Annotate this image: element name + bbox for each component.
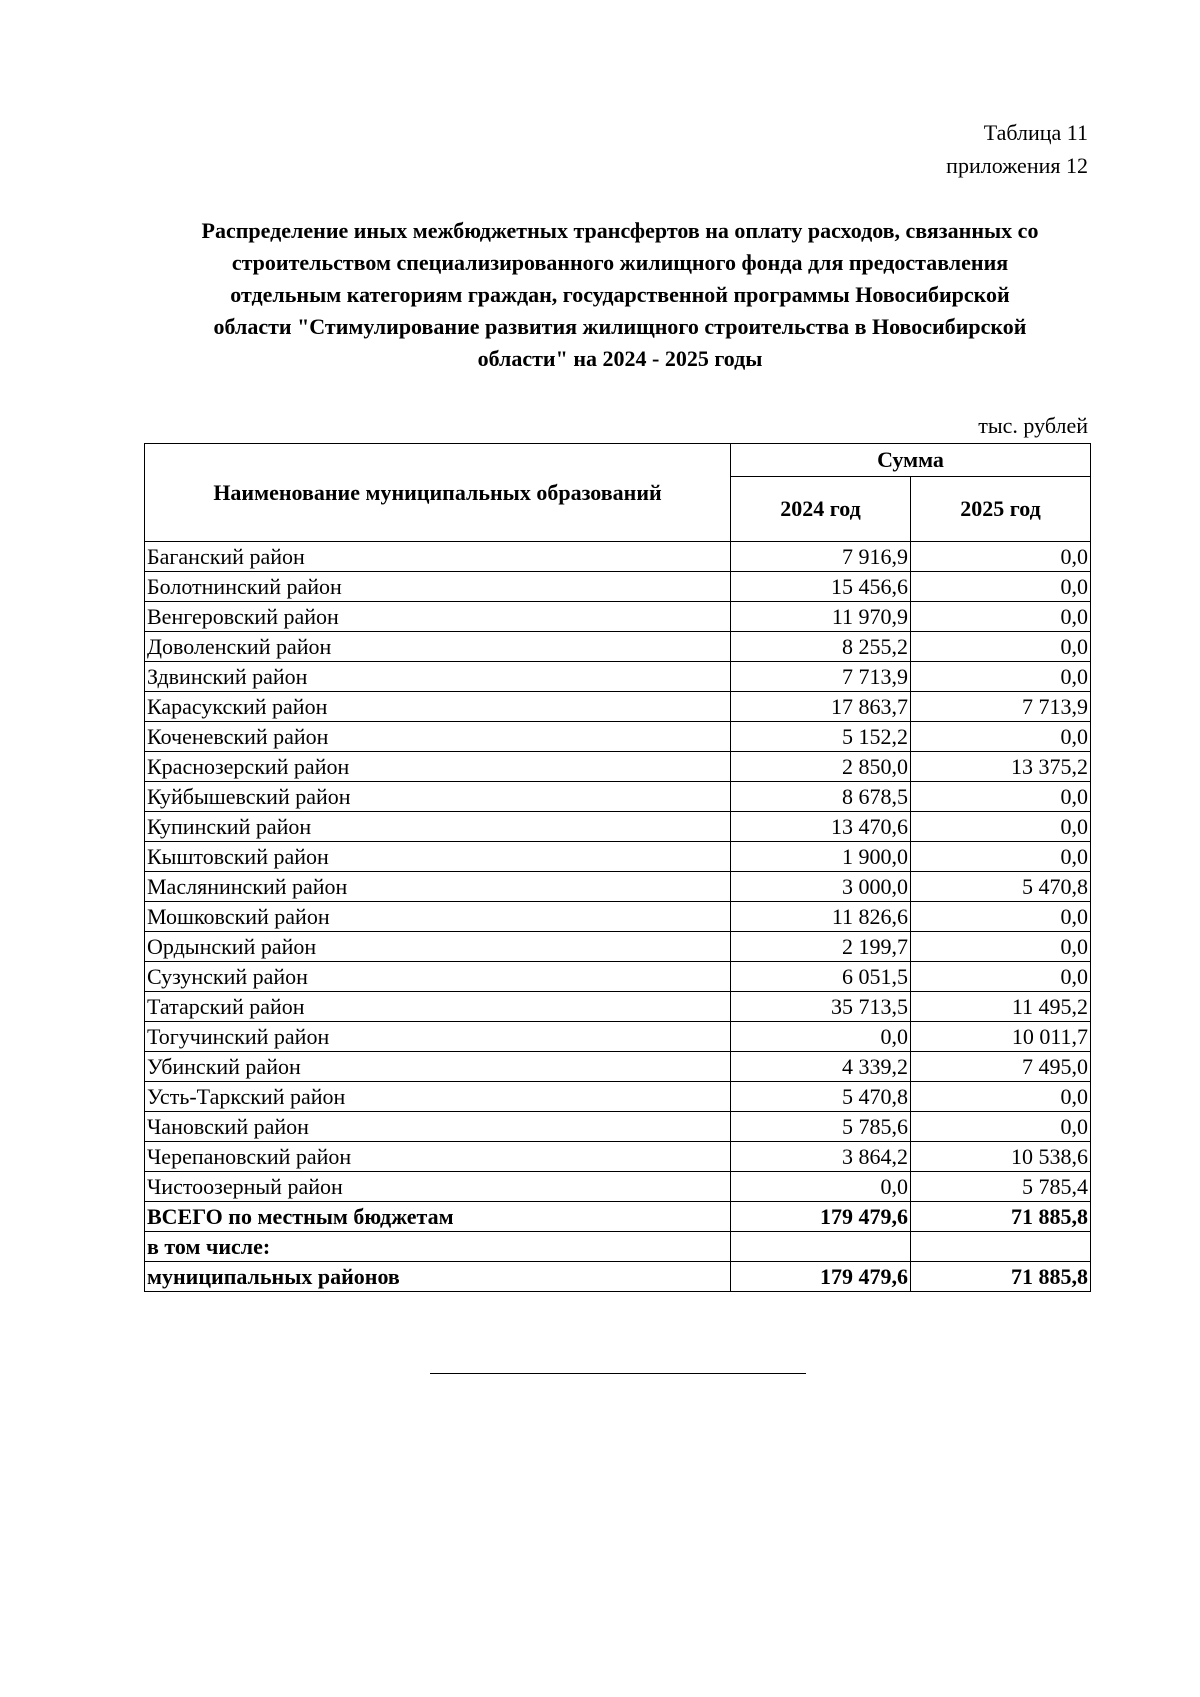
district-name: Кыштовский район [145, 842, 731, 872]
table-row [145, 812, 1091, 842]
table-row [145, 632, 1091, 662]
district-name: Куйбышевский район [145, 782, 731, 812]
municipal-districts-name: муниципальных районов [145, 1262, 731, 1292]
value-2025: 0,0 [911, 662, 1091, 692]
title-line: строительством специализированного жилищного фонда для предоставления [231, 250, 1009, 275]
table-row [145, 692, 1091, 722]
value-2024: 17 863,7 [731, 692, 911, 722]
value-2024: 11 970,9 [731, 602, 911, 632]
value-2024: 4 339,2 [731, 1052, 911, 1082]
value-2025: 0,0 [911, 932, 1091, 962]
total-2025: 71 885,8 [911, 1202, 1091, 1232]
value-2025: 0,0 [911, 782, 1091, 812]
title-line: области" на 2024 - 2025 годы [477, 346, 763, 371]
table-row [145, 602, 1091, 632]
district-name: Татарский район [145, 992, 731, 1022]
table-row [145, 752, 1091, 782]
value-2025: 0,0 [911, 722, 1091, 752]
table-row [145, 962, 1091, 992]
appendix-number-label: приложения 12 [946, 153, 1088, 178]
including-2025 [911, 1232, 1091, 1262]
district-name: Купинский район [145, 812, 731, 842]
units-label: тыс. рублей [978, 413, 1088, 438]
year-2024-column-header: 2024 год [731, 477, 911, 542]
municipal-districts-2024: 179 479,6 [731, 1262, 911, 1292]
including-2024 [731, 1232, 911, 1262]
district-name: Краснозерский район [145, 752, 731, 782]
value-2025: 7 495,0 [911, 1052, 1091, 1082]
value-2024: 7 713,9 [731, 662, 911, 692]
value-2024: 8 678,5 [731, 782, 911, 812]
table-row [145, 542, 1091, 572]
value-2025: 13 375,2 [911, 752, 1091, 782]
value-2025: 0,0 [911, 632, 1091, 662]
value-2025: 10 011,7 [911, 1022, 1091, 1052]
document-title [140, 215, 1100, 375]
table-number-label: Таблица 11 [983, 120, 1088, 145]
value-2024: 15 456,6 [731, 572, 911, 602]
value-2024: 5 785,6 [731, 1112, 911, 1142]
table-row [145, 872, 1091, 902]
district-name: Здвинский район [145, 662, 731, 692]
title-line: отдельным категориям граждан, государственной программы Новосибирской [230, 282, 1010, 307]
table-row [145, 572, 1091, 602]
value-2025: 11 495,2 [911, 992, 1091, 1022]
value-2024: 11 826,6 [731, 902, 911, 932]
title-line: области "Стимулирование развития жилищного строительства в Новосибирской [213, 314, 1027, 339]
table-row [145, 722, 1091, 752]
district-name: Болотнинский район [145, 572, 731, 602]
value-2024: 1 900,0 [731, 842, 911, 872]
value-2024: 0,0 [731, 1172, 911, 1202]
table-row [145, 932, 1091, 962]
value-2025: 5 470,8 [911, 872, 1091, 902]
value-2024: 3 000,0 [731, 872, 911, 902]
value-2025: 0,0 [911, 962, 1091, 992]
municipal-districts-row [145, 1262, 1091, 1292]
district-name: Тогучинский район [145, 1022, 731, 1052]
value-2025: 10 538,6 [911, 1142, 1091, 1172]
district-name: Доволенский район [145, 632, 731, 662]
including-label: в том числе: [145, 1232, 731, 1262]
district-name: Венгеровский район [145, 602, 731, 632]
municipal-districts-2025: 71 885,8 [911, 1262, 1091, 1292]
value-2025: 0,0 [911, 812, 1091, 842]
value-2025: 0,0 [911, 902, 1091, 932]
value-2025: 0,0 [911, 542, 1091, 572]
value-2024: 13 470,6 [731, 812, 911, 842]
table-row [145, 662, 1091, 692]
value-2024: 2 199,7 [731, 932, 911, 962]
table-row [145, 992, 1091, 1022]
district-name: Чановский район [145, 1112, 731, 1142]
value-2024: 8 255,2 [731, 632, 911, 662]
table-row [145, 782, 1091, 812]
total-2024: 179 479,6 [731, 1202, 911, 1232]
value-2024: 3 864,2 [731, 1142, 911, 1172]
year-2025-column-header: 2025 год [911, 477, 1091, 542]
district-name: Черепановский район [145, 1142, 731, 1172]
table-row [145, 1142, 1091, 1172]
total-row [145, 1202, 1091, 1232]
separator-line [430, 1373, 806, 1374]
table-row [145, 842, 1091, 872]
table-body [145, 542, 1091, 1292]
value-2024: 6 051,5 [731, 962, 911, 992]
district-name: Убинский район [145, 1052, 731, 1082]
value-2024: 2 850,0 [731, 752, 911, 782]
value-2024: 0,0 [731, 1022, 911, 1052]
value-2025: 7 713,9 [911, 692, 1091, 722]
value-2024: 35 713,5 [731, 992, 911, 1022]
table-row [145, 1052, 1091, 1082]
value-2024: 5 470,8 [731, 1082, 911, 1112]
table-row [145, 1082, 1091, 1112]
district-name: Карасукский район [145, 692, 731, 722]
table-row [145, 1022, 1091, 1052]
title-line: Распределение иных межбюджетных трансфертов на оплату расходов, связанных со [201, 218, 1039, 243]
table-row [145, 1172, 1091, 1202]
district-name: Ордынский район [145, 932, 731, 962]
district-name: Чистоозерный район [145, 1172, 731, 1202]
value-2024: 5 152,2 [731, 722, 911, 752]
table-row [145, 1112, 1091, 1142]
district-name: Мошковский район [145, 902, 731, 932]
value-2025: 0,0 [911, 1082, 1091, 1112]
district-name: Маслянинский район [145, 872, 731, 902]
value-2025: 0,0 [911, 1112, 1091, 1142]
including-row [145, 1232, 1091, 1262]
total-name: ВСЕГО по местным бюджетам [145, 1202, 731, 1232]
value-2024: 7 916,9 [731, 542, 911, 572]
value-2025: 0,0 [911, 602, 1091, 632]
table-row [145, 902, 1091, 932]
value-2025: 5 785,4 [911, 1172, 1091, 1202]
value-2025: 0,0 [911, 842, 1091, 872]
sum-column-header: Сумма [731, 444, 1091, 477]
municipality-column-header: Наименование муниципальных образований [145, 444, 731, 542]
value-2025: 0,0 [911, 572, 1091, 602]
district-name: Баганский район [145, 542, 731, 572]
district-name: Сузунский район [145, 962, 731, 992]
district-name: Усть-Таркский район [145, 1082, 731, 1112]
distribution-table [144, 443, 1091, 1292]
district-name: Коченевский район [145, 722, 731, 752]
